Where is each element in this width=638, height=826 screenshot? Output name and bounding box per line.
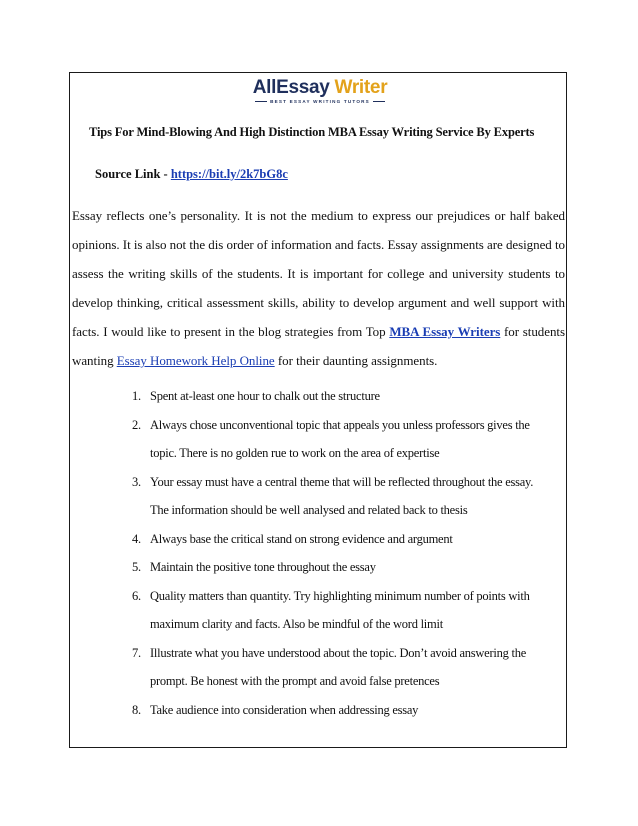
list-item-text: Illustrate what you have understood about the topic. Don’t avoid answering the bbox=[150, 645, 527, 660]
list-item-continuation: topic. There is no golden rue to work on the area of expertise bbox=[150, 446, 440, 460]
logo-rule-right bbox=[373, 101, 385, 102]
list-item-number: 1. bbox=[132, 389, 141, 403]
list-item-number: 6. bbox=[132, 588, 141, 603]
paragraph-text: wanting bbox=[72, 353, 117, 368]
list-item bbox=[132, 411, 562, 440]
list-item-text: Maintain the positive tone throughout the essay bbox=[150, 560, 376, 574]
paragraph-text: for students bbox=[500, 324, 565, 339]
list-item bbox=[132, 468, 562, 497]
list-item-number: 2. bbox=[132, 417, 141, 432]
paragraph-line: Essay reflects one’s personality. It is not the medium to express our prejudices or half baked bbox=[72, 208, 565, 223]
paragraph-line: develop thinking, critical assessment skills, ability to develop argument and well support with bbox=[72, 295, 565, 310]
essay-homework-help-link[interactable]: Essay Homework Help Online bbox=[116, 353, 275, 368]
list-item-text: Quality matters than quantity. Try highlighting minimum number of points with bbox=[150, 588, 530, 603]
list-item-continuation: The information should be well analysed and related back to thesis bbox=[150, 503, 468, 517]
mba-essay-writers-link[interactable]: MBA Essay Writers bbox=[389, 324, 501, 339]
list-item-continuation: prompt. Be honest with the prompt and avoid false pretences bbox=[150, 674, 440, 688]
source-label: Source Link - bbox=[95, 167, 171, 181]
logo-word-writer: Writer bbox=[334, 77, 388, 98]
brand-logo bbox=[244, 78, 396, 108]
source-line bbox=[95, 167, 288, 182]
list-item bbox=[132, 639, 562, 668]
list-item-text: Take audience into consideration when addressing essay bbox=[150, 702, 419, 717]
list-item bbox=[132, 382, 562, 411]
paragraph-line: assess the writing skills of the students. It is important for college and university students to bbox=[72, 266, 565, 281]
intro-paragraph bbox=[72, 201, 565, 375]
list-item-text: Always chose unconventional topic that appeals you unless professors gives the bbox=[150, 417, 530, 432]
source-link[interactable]: https://bit.ly/2k7bG8c bbox=[170, 167, 288, 181]
list-item-number: 8. bbox=[132, 702, 141, 717]
list-item-text: Spent at-least one hour to chalk out the structure bbox=[150, 389, 380, 403]
list-item bbox=[132, 696, 562, 725]
logo-word-essay: Essay bbox=[276, 77, 330, 98]
list-item-text: Always base the critical stand on strong evidence and argument bbox=[150, 531, 453, 546]
logo-word-all: All bbox=[252, 77, 277, 98]
list-item-number: 7. bbox=[132, 645, 141, 660]
list-item-number: 4. bbox=[132, 531, 141, 546]
logo-tagline: BEST ESSAY WRITING TUTORS bbox=[270, 99, 370, 104]
list-item bbox=[132, 582, 562, 611]
list-item bbox=[132, 525, 562, 554]
paragraph-text: for their daunting assignments. bbox=[274, 353, 438, 368]
list-item bbox=[132, 553, 562, 582]
paragraph-line bbox=[72, 346, 565, 375]
logo-rule-left bbox=[255, 101, 267, 102]
list-item-number: 3. bbox=[132, 474, 141, 489]
document-title: Tips For Mind-Blowing And High Distinction MBA Essay Writing Service By Experts bbox=[89, 125, 535, 139]
paragraph-line: opinions. It is also not the dis order of information and facts. Essay assignments are designed to bbox=[72, 237, 565, 252]
list-item-continuation: maximum clarity and facts. Also be mindful of the word limit bbox=[150, 617, 443, 631]
tips-list bbox=[132, 382, 562, 724]
paragraph-text: facts. I would like to present in the blog strategies from Top bbox=[72, 324, 390, 339]
list-item-text: Your essay must have a central theme that will be reflected throughout the essay. bbox=[150, 474, 534, 489]
logo-tagline-row bbox=[244, 99, 396, 104]
paragraph-line bbox=[72, 317, 565, 346]
logo-wordmark bbox=[244, 78, 396, 98]
list-item-number: 5. bbox=[132, 560, 141, 574]
